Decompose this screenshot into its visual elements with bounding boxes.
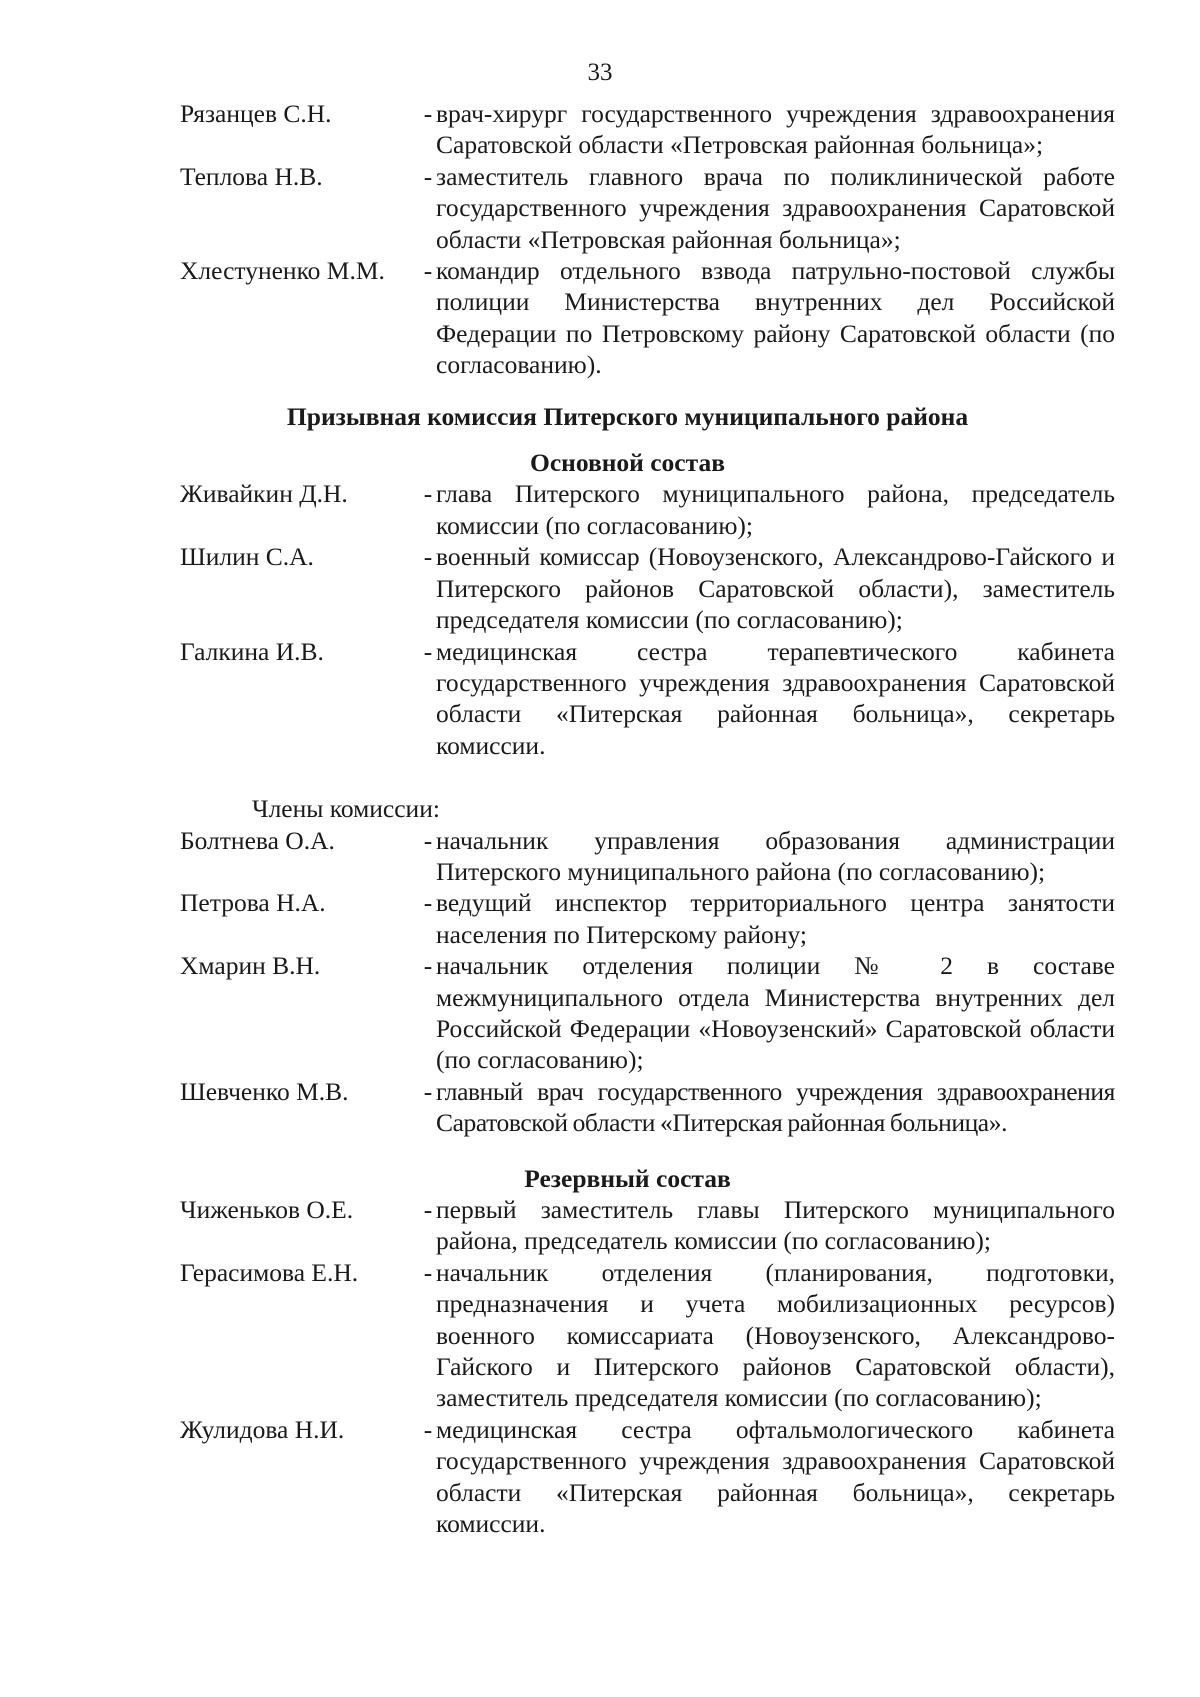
list-item xyxy=(180,1257,1115,1414)
person-name: Живайкин Д.Н. xyxy=(180,479,348,509)
person-name: Хмарин В.Н. xyxy=(180,951,321,981)
person-description: главный врач государственного учреждения здравоохранения Саратовской области «Питерская районная больница». xyxy=(436,1076,1115,1138)
list-item xyxy=(180,636,1115,762)
person-name: Рязанцев С.Н. xyxy=(180,99,332,128)
person-description: медицинская сестра терапевтического кабинета государственного учреждения здравоохранения Саратовской области «Питерская районная больница», секретарь комиссии. xyxy=(436,636,1115,760)
dash: - xyxy=(423,161,433,191)
list-item xyxy=(180,541,1115,635)
dash: - xyxy=(423,1195,433,1224)
list-item xyxy=(180,478,1115,541)
person-description: ведущий инспектор территориального центра занятости населения по Питерскому району; xyxy=(436,888,1115,949)
commission-title: Призывная комиссия Питерского муниципального района xyxy=(286,401,969,431)
person-description: начальник управления образования администрации Питерского муниципального района (по согласованию); xyxy=(436,825,1115,886)
document-body xyxy=(180,98,1115,1539)
person-description: начальник отделения полиции № 2 в составе межмуниципального отдела Министерства внутренних дел Российской Федерации «Новоузенский» Саратовской области (по согласованию); xyxy=(436,951,1115,1075)
person-description: командир отдельного взвода патрульно-постовой службы полиции Министерства внутренних дел Российской Федерации по Петровскому району Саратовской области (по согласованию). xyxy=(436,256,1115,380)
person-name: Болтнева О.А. xyxy=(180,825,335,855)
list-item xyxy=(180,1194,1115,1257)
list-item xyxy=(180,161,1115,255)
person-description: глава Питерского муниципального района, председатель комиссии (по согласованию); xyxy=(436,479,1115,540)
person-name: Теплова Н.В. xyxy=(180,161,323,191)
list-item xyxy=(180,1414,1115,1540)
dash: - xyxy=(423,1257,433,1287)
dash: - xyxy=(423,1414,433,1444)
person-name: Жулидова Н.И. xyxy=(180,1414,345,1444)
person-description: первый заместитель главы Питерского муниципального района, председатель комиссии (по согласованию); xyxy=(436,1195,1115,1256)
dash: - xyxy=(423,479,433,509)
person-description: медицинская сестра офтальмологического кабинета государственного учреждения здравоохранения Саратовской области «Питерская районная больница», секретарь комиссии. xyxy=(436,1414,1115,1539)
dash: - xyxy=(423,888,433,918)
person-description: заместитель главного врача по поликлинической работе государственного учреждения здравоохранения Саратовской области «Петровская районная больница»; xyxy=(436,161,1115,254)
page-number: 33 xyxy=(587,59,613,86)
person-name: Хлестуненко М.М. xyxy=(180,256,385,286)
reserve-composition-title: Резервный состав xyxy=(524,1163,731,1193)
dash: - xyxy=(423,99,433,128)
dash: - xyxy=(423,542,433,572)
dash: - xyxy=(423,256,433,286)
list-item xyxy=(180,98,1115,161)
dash: - xyxy=(423,636,433,666)
person-name: Чиженьков О.Е. xyxy=(180,1195,354,1224)
person-name: Шевченко М.В. xyxy=(180,1076,349,1106)
dash: - xyxy=(423,951,433,981)
main-composition-title: Основной состав xyxy=(530,448,725,478)
person-description: врач-хирург государственного учреждения здравоохранения Саратовской области «Петровская районная больница»; xyxy=(436,99,1115,160)
list-item xyxy=(180,825,1115,888)
person-name: Петрова Н.А. xyxy=(180,888,326,918)
list-item xyxy=(180,887,1115,950)
list-item xyxy=(180,950,1115,1076)
dash: - xyxy=(423,1076,433,1106)
person-name: Шилин С.А. xyxy=(180,542,314,572)
members-label: Члены комиссии: xyxy=(252,794,440,824)
list-item xyxy=(180,255,1115,381)
person-description: начальник отделения (планирования, подготовки, предназначения и учета мобилизационных ресурсов) военного комиссариата (Новоузенского, Александрово-Гайского и Питерского районов Саратовской области), заместитель председателя комиссии (по согласованию); xyxy=(436,1257,1115,1413)
person-name: Галкина И.В. xyxy=(180,636,324,666)
person-description: военный комиссар (Новоузенского, Александрово-Гайского и Питерского районов Саратовской области), заместитель председателя комиссии (по согласованию); xyxy=(436,542,1115,635)
person-name: Герасимова Е.Н. xyxy=(180,1257,359,1287)
dash: - xyxy=(423,825,433,855)
list-item xyxy=(180,1076,1115,1139)
